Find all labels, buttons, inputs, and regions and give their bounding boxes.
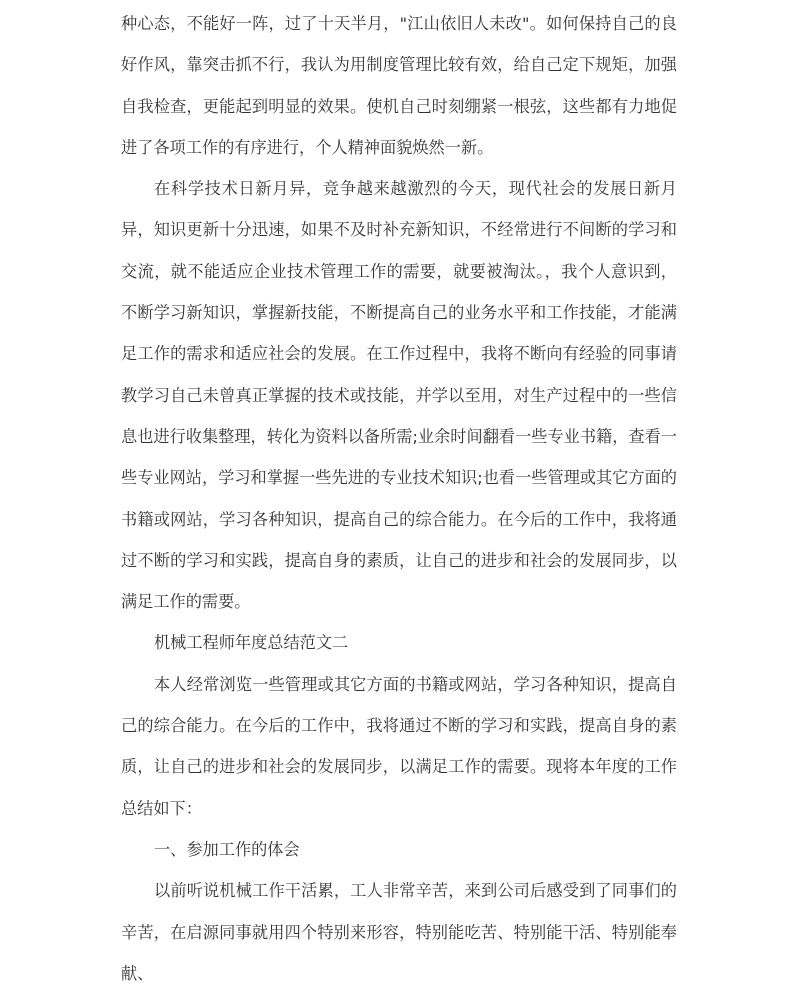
paragraph-learning: 在科学技术日新月异，竞争越来越激烈的今天，现代社会的发展日新月异，知识更新十分迅速，如果不及时补充新知识，不经常进行不间断的学习和交流，就不能适应企业技术管理工作的需要，就要被淘汰。，我个人意识到，不断学习新知识，掌握新技能，不断提高自己的业务水平和工作技能，才能满足工作的需求和适应社会的发展。在工作过程中，我将不断向有经验的同事请教学习自己未曾真正掌握的技术或技能，并学以至用，对生产过程中的一些信息也进行收集整理，转化为资料以备所需;业余时间翻看一些专业书籍，查看一些专业网站，学习和掌握一些先进的专业技术知识;也看一些管理或其它方面的书籍或网站，学习各种知识，提高自己的综合能力。在今后的工作中，我将通过不断的学习和实践，提高自身的素质，让自己的进步和社会的发展同步，以满足工作的需要。 bbox=[121, 179, 677, 612]
paragraph-experience: 以前听说机械工作干活累，工人非常辛苦，来到公司后感受到了同事们的辛苦，在启源同事就用四个特别来形容，特别能吃苦、特别能干活、特别能奉献、 bbox=[121, 881, 677, 983]
document-body bbox=[121, 3, 677, 994]
section-title-summary-two: 机械工程师年度总结范文二 bbox=[154, 633, 349, 653]
paragraph-intro: 本人经常浏览一些管理或其它方面的书籍或网站，学习各种知识，提高自己的综合能力。在今后的工作中，我将通过不断的学习和实践，提高自身的素质，让自己的进步和社会的发展同步，以满足工作的需要。现将本年度的工作总结如下： bbox=[121, 674, 677, 818]
paragraph-continuation: 种心态，不能好一阵，过了十天半月，"江山依旧人未改"。如何保持自己的良好作风，靠突击抓不行，我认为用制度管理比较有效，给自己定下规矩，加强自我检查，更能起到明显的效果。使机自己时刻绷紧一根弦，这些都有力地促进了各项工作的有序进行，个人精神面貌焕然一新。 bbox=[121, 14, 677, 157]
subheading-work-experience: 一、参加工作的体会 bbox=[154, 839, 300, 859]
